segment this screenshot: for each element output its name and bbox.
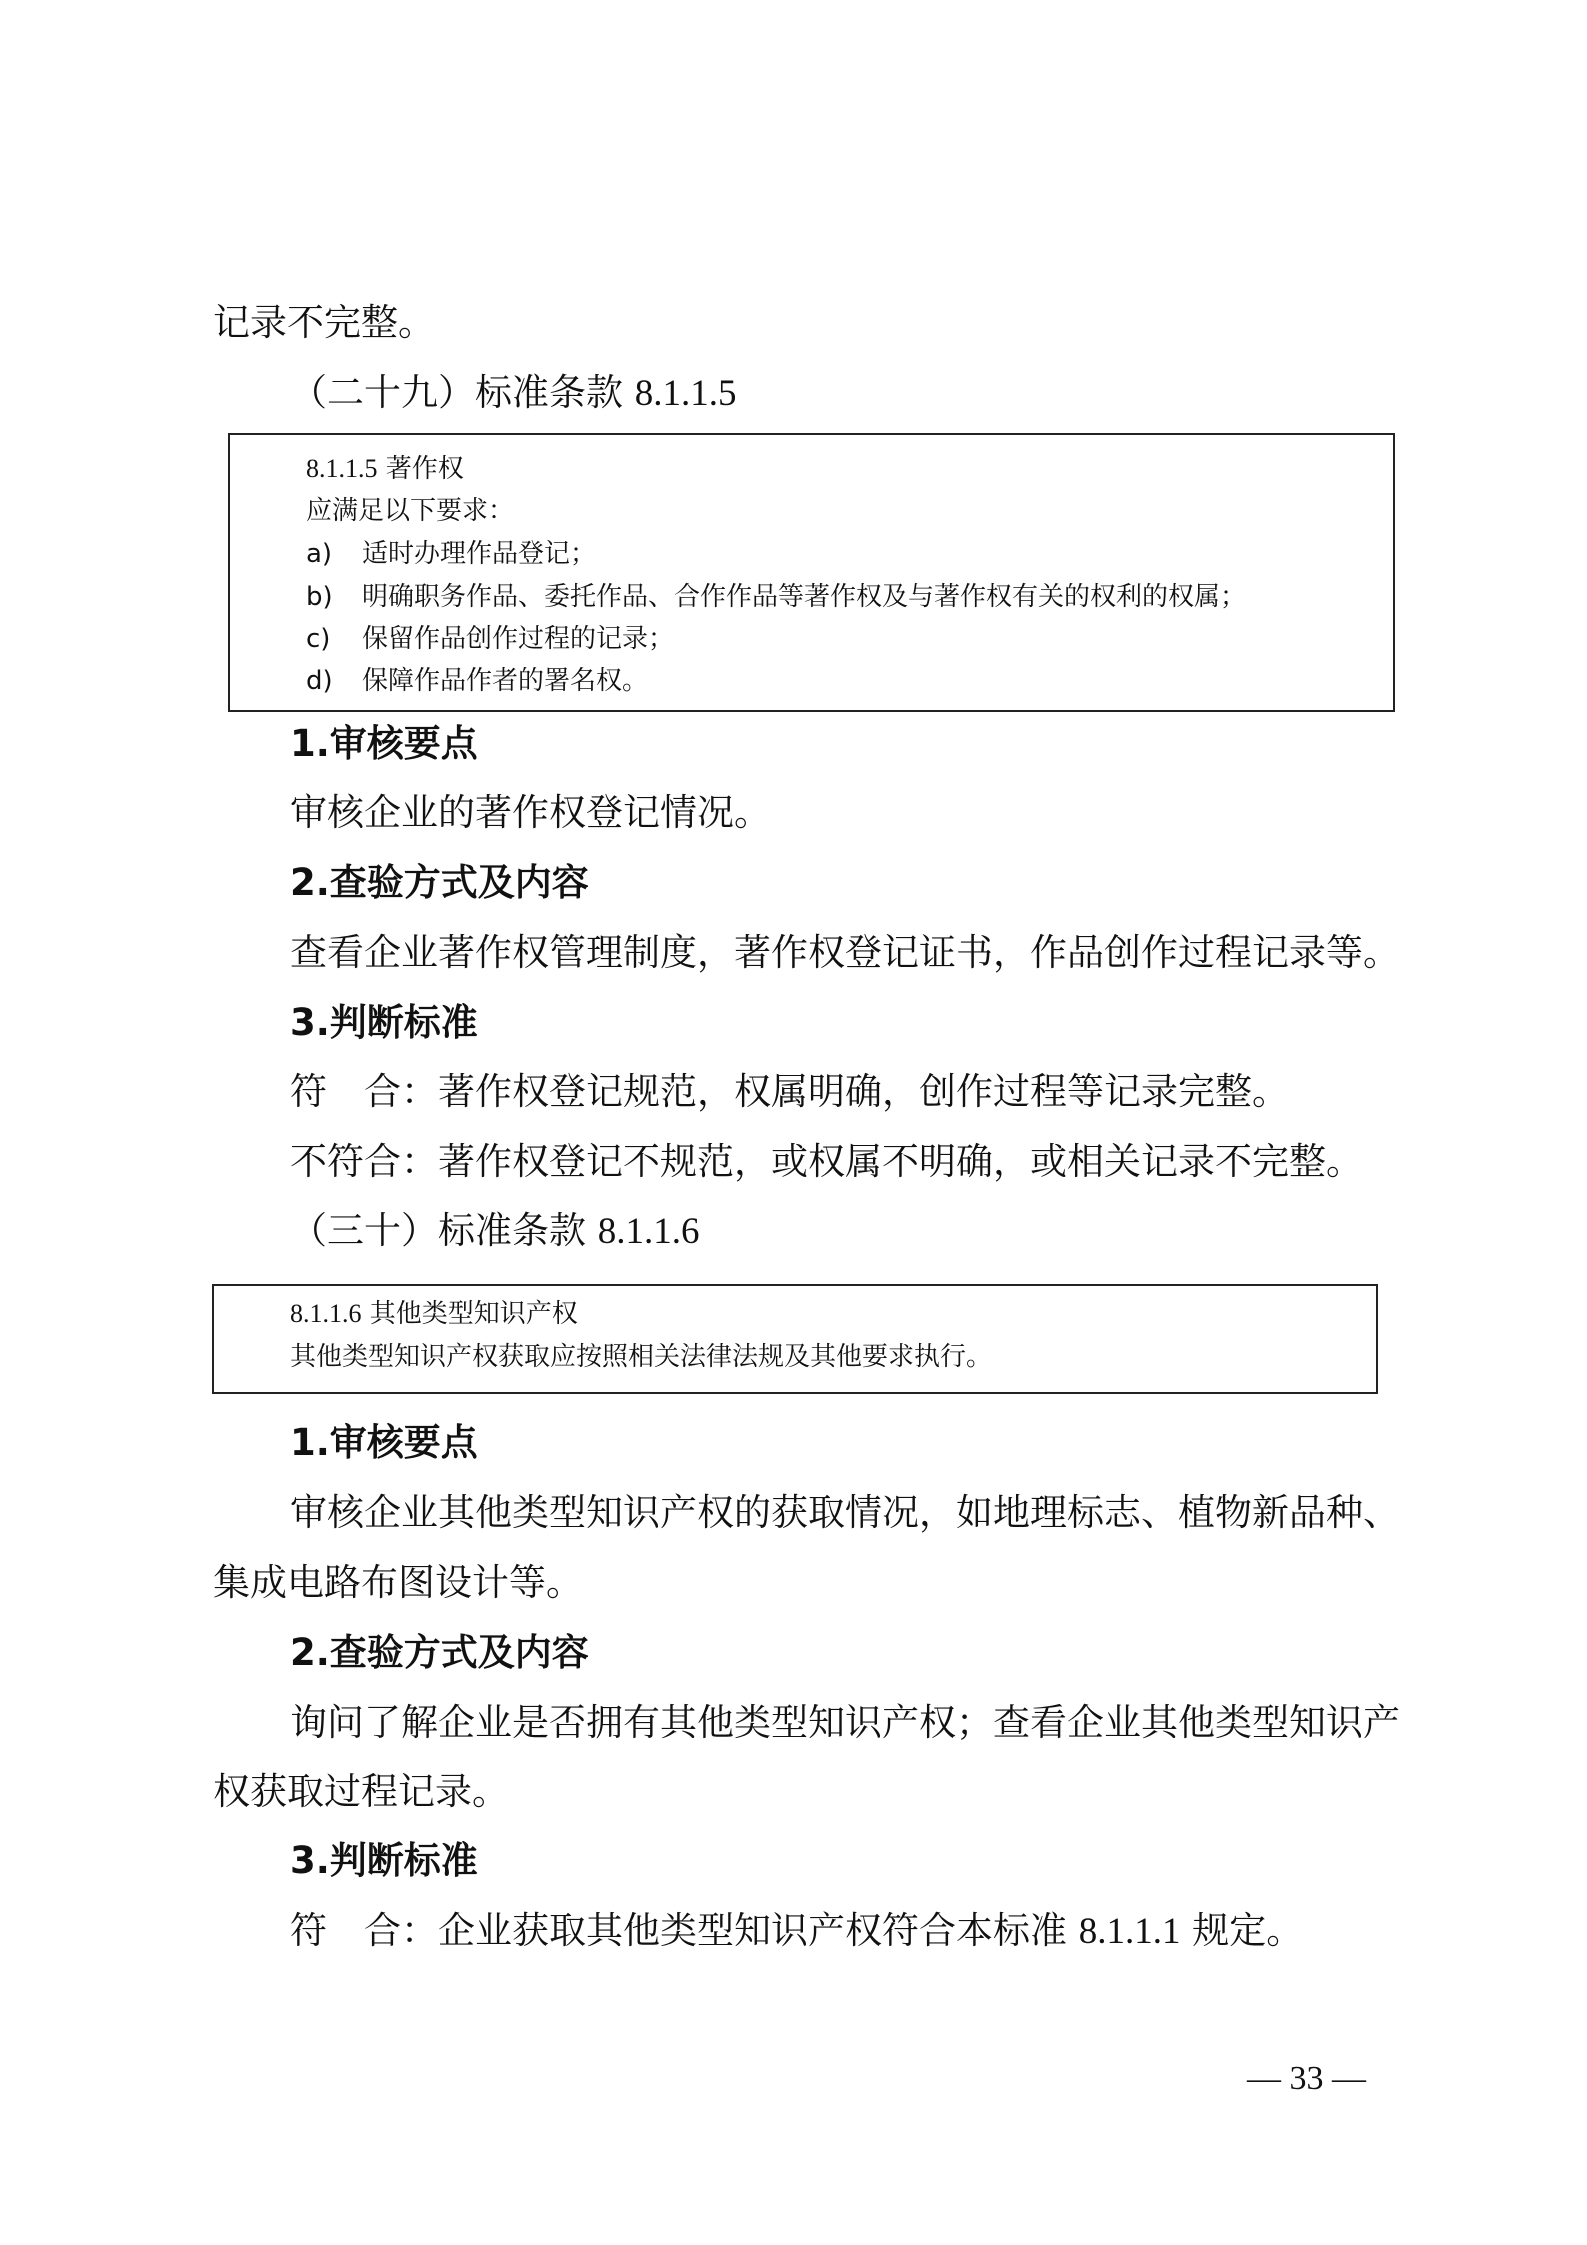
clause-box-name: 其他类型知识产权 [369, 1299, 578, 1329]
clause-box-title [290, 1294, 578, 1334]
item-marker: c) [306, 624, 331, 654]
item-text: 保留作品创作过程的记录； [362, 624, 675, 654]
conform-text: 企业获取其他类型知识产权符合本标准 [438, 1909, 1067, 1952]
s29-criteria-nonconform [290, 1136, 1363, 1188]
s30-heading-criteria: 3.判断标准 [290, 1839, 478, 1882]
section-30-heading [290, 1205, 700, 1258]
nonconform-label: 不符合： [290, 1140, 438, 1183]
s30-inspection-text-1: 询问了解企业是否拥有其他类型知识产权；查看企业其他类型知识产 [290, 1701, 1400, 1744]
s30-heading-inspection: 2.查验方式及内容 [290, 1631, 589, 1674]
section-29-heading [290, 367, 737, 420]
conform-tail: 规定。 [1192, 1909, 1304, 1952]
continued-paragraph: 记录不完整。 [213, 301, 435, 344]
section-30-title: （三十）标准条款 [290, 1209, 586, 1252]
item-marker: d) [306, 666, 333, 696]
section-29-clause: 8.1.1.5 [634, 373, 737, 414]
s30-criteria-conform [290, 1905, 1303, 1958]
clause-box-text: 其他类型知识产权获取应按照相关法律法规及其他要求执行。 [290, 1342, 993, 1372]
clause-box-item-b [306, 577, 1246, 617]
s29-criteria-conform [290, 1066, 1289, 1118]
s30-inspection-text-2: 权获取过程记录。 [213, 1770, 509, 1813]
clause-box-8-1-1-6 [212, 1284, 1378, 1394]
item-marker: b) [306, 582, 333, 612]
conform-label: 符 合： [290, 1070, 438, 1113]
s30-heading-audit-points: 1.审核要点 [290, 1421, 478, 1464]
clause-box-item-d [306, 661, 648, 701]
clause-box-title [306, 449, 464, 489]
section-30-clause: 8.1.1.6 [597, 1211, 700, 1252]
s29-audit-points-text: 审核企业的著作权登记情况。 [290, 791, 771, 834]
clause-box-intro: 应满足以下要求： [306, 496, 515, 526]
section-29-title: （二十九）标准条款 [290, 371, 623, 414]
clause-box-item-a [306, 534, 596, 574]
item-text: 适时办理作品登记； [362, 539, 597, 569]
clause-box-name: 著作权 [385, 454, 464, 484]
conform-label: 符 合： [290, 1909, 438, 1952]
clause-box-number: 8.1.1.6 [290, 1299, 362, 1328]
item-text: 明确职务作品、委托作品、合作作品等著作权及与著作权有关的权利的权属； [362, 582, 1247, 612]
s30-audit-points-text-1: 审核企业其他类型知识产权的获取情况，如地理标志、植物新品种、 [290, 1491, 1400, 1534]
item-marker: a) [306, 539, 333, 569]
item-text: 保障作品作者的署名权。 [362, 666, 649, 696]
clause-box-item-c [306, 619, 674, 659]
conform-clause: 8.1.1.1 [1078, 1911, 1181, 1952]
page-number: — 33 — [1247, 2060, 1366, 2097]
nonconform-text: 著作权登记不规范，或权属不明确，或相关记录不完整。 [438, 1140, 1363, 1183]
s29-inspection-text: 查看企业著作权管理制度，著作权登记证书，作品创作过程记录等。 [290, 931, 1400, 974]
s29-heading-inspection: 2.查验方式及内容 [290, 861, 589, 904]
s29-heading-audit-points: 1.审核要点 [290, 722, 478, 765]
clause-box-number: 8.1.1.5 [306, 454, 378, 483]
s30-audit-points-text-2: 集成电路布图设计等。 [213, 1561, 583, 1604]
clause-box-8-1-1-5 [228, 433, 1395, 712]
conform-text: 著作权登记规范，权属明确，创作过程等记录完整。 [438, 1070, 1289, 1113]
s29-heading-criteria: 3.判断标准 [290, 1001, 478, 1044]
